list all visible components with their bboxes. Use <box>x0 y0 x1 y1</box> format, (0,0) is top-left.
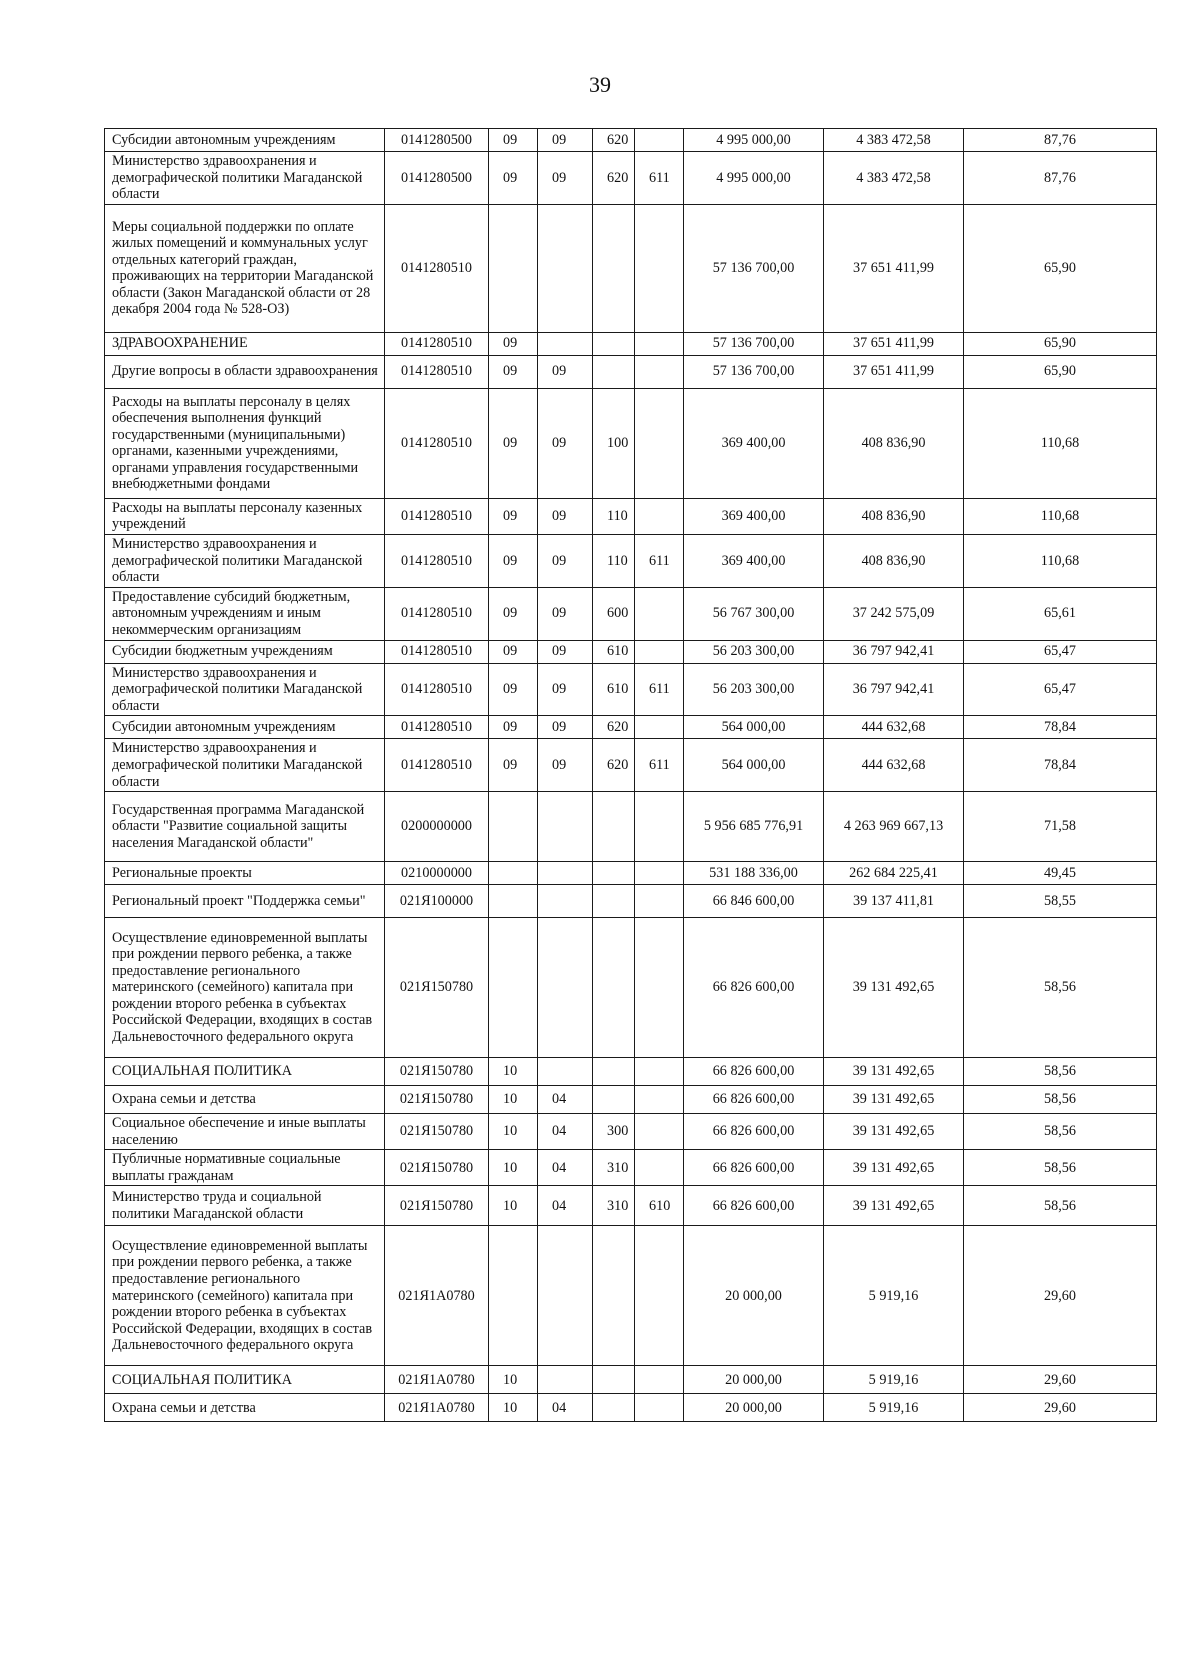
cell-executed: 39 131 492,65 <box>824 1150 964 1186</box>
cell-administrator <box>635 204 684 332</box>
cell-name: Осуществление единовременной выплаты при рождении первого ребенка, а также предоставление регионального материнского (семейного) капитала при рождении второго ребенка в субъектах Российской Федерации, входящих в состав Дальневосточного федерального округа <box>105 918 385 1058</box>
cell-name: Социальное обеспечение и иные выплаты населению <box>105 1114 385 1150</box>
cell-percent: 65,61 <box>964 587 1157 640</box>
cell-percent: 58,56 <box>964 1114 1157 1150</box>
cell-planned: 369 400,00 <box>684 388 824 498</box>
cell-expense-type <box>593 204 635 332</box>
cell-percent: 65,90 <box>964 332 1157 355</box>
cell-target-code: 021Я150780 <box>385 1150 489 1186</box>
cell-section: 10 <box>489 1150 538 1186</box>
cell-section: 10 <box>489 1086 538 1114</box>
cell-section: 09 <box>489 129 538 152</box>
cell-subsection: 09 <box>538 355 593 388</box>
cell-percent: 110,68 <box>964 388 1157 498</box>
cell-target-code: 0200000000 <box>385 792 489 862</box>
cell-administrator <box>635 355 684 388</box>
table-row <box>105 663 1157 716</box>
cell-name: Охрана семьи и детства <box>105 1394 385 1422</box>
cell-executed: 39 131 492,65 <box>824 1058 964 1086</box>
cell-section: 09 <box>489 739 538 792</box>
cell-name: Охрана семьи и детства <box>105 1086 385 1114</box>
cell-percent: 58,56 <box>964 918 1157 1058</box>
cell-percent: 29,60 <box>964 1226 1157 1366</box>
cell-percent: 65,47 <box>964 640 1157 663</box>
cell-planned: 369 400,00 <box>684 534 824 587</box>
cell-subsection: 09 <box>538 152 593 205</box>
cell-target-code: 0141280510 <box>385 534 489 587</box>
cell-planned: 20 000,00 <box>684 1226 824 1366</box>
cell-expense-type: 620 <box>593 716 635 739</box>
cell-executed: 262 684 225,41 <box>824 862 964 885</box>
cell-subsection: 09 <box>538 388 593 498</box>
cell-planned: 66 846 600,00 <box>684 885 824 918</box>
cell-subsection <box>538 862 593 885</box>
cell-planned: 66 826 600,00 <box>684 1186 824 1226</box>
cell-subsection: 09 <box>538 129 593 152</box>
cell-section <box>489 885 538 918</box>
cell-executed: 36 797 942,41 <box>824 663 964 716</box>
cell-expense-type: 600 <box>593 587 635 640</box>
cell-executed: 5 919,16 <box>824 1394 964 1422</box>
cell-subsection: 04 <box>538 1114 593 1150</box>
cell-executed: 39 131 492,65 <box>824 1086 964 1114</box>
cell-percent: 110,68 <box>964 534 1157 587</box>
table-row <box>105 587 1157 640</box>
table-row <box>105 1114 1157 1150</box>
cell-expense-type <box>593 792 635 862</box>
cell-expense-type <box>593 332 635 355</box>
cell-name: Министерство здравоохранения и демографической политики Магаданской области <box>105 534 385 587</box>
cell-section: 09 <box>489 498 538 534</box>
cell-subsection: 09 <box>538 739 593 792</box>
cell-section <box>489 792 538 862</box>
table-row <box>105 716 1157 739</box>
table-row <box>105 640 1157 663</box>
cell-administrator <box>635 1366 684 1394</box>
cell-subsection <box>538 204 593 332</box>
table-row <box>105 1394 1157 1422</box>
cell-executed: 4 383 472,58 <box>824 152 964 205</box>
cell-percent: 110,68 <box>964 498 1157 534</box>
cell-section: 09 <box>489 663 538 716</box>
cell-name: Министерство труда и социальной политики Магаданской области <box>105 1186 385 1226</box>
cell-percent: 29,60 <box>964 1366 1157 1394</box>
cell-percent: 87,76 <box>964 129 1157 152</box>
cell-name: СОЦИАЛЬНАЯ ПОЛИТИКА <box>105 1058 385 1086</box>
cell-name: СОЦИАЛЬНАЯ ПОЛИТИКА <box>105 1366 385 1394</box>
cell-subsection <box>538 1226 593 1366</box>
cell-name: Министерство здравоохранения и демографической политики Магаданской области <box>105 739 385 792</box>
cell-section: 09 <box>489 152 538 205</box>
cell-target-code: 0141280510 <box>385 663 489 716</box>
table-row <box>105 355 1157 388</box>
cell-section <box>489 918 538 1058</box>
cell-executed: 37 651 411,99 <box>824 204 964 332</box>
table-row <box>105 152 1157 205</box>
page-number: 39 <box>589 72 611 97</box>
cell-section: 10 <box>489 1186 538 1226</box>
cell-name: Публичные нормативные социальные выплаты гражданам <box>105 1150 385 1186</box>
cell-planned: 4 995 000,00 <box>684 129 824 152</box>
cell-expense-type <box>593 918 635 1058</box>
cell-subsection <box>538 1366 593 1394</box>
cell-subsection: 04 <box>538 1186 593 1226</box>
cell-section <box>489 1226 538 1366</box>
cell-name: Министерство здравоохранения и демографической политики Магаданской области <box>105 152 385 205</box>
table-row <box>105 129 1157 152</box>
cell-target-code: 021Я1А0780 <box>385 1226 489 1366</box>
cell-expense-type: 110 <box>593 498 635 534</box>
cell-planned: 66 826 600,00 <box>684 1086 824 1114</box>
cell-subsection: 09 <box>538 716 593 739</box>
cell-executed: 39 131 492,65 <box>824 1114 964 1150</box>
cell-subsection <box>538 332 593 355</box>
table-row <box>105 862 1157 885</box>
table-body <box>105 129 1157 1422</box>
cell-executed: 39 131 492,65 <box>824 918 964 1058</box>
cell-executed: 4 263 969 667,13 <box>824 792 964 862</box>
cell-administrator: 611 <box>635 739 684 792</box>
cell-section: 10 <box>489 1058 538 1086</box>
cell-name: Предоставление субсидий бюджетным, автономным учреждениям и иным некоммерческим организациям <box>105 587 385 640</box>
cell-percent: 78,84 <box>964 739 1157 792</box>
cell-executed: 5 919,16 <box>824 1366 964 1394</box>
cell-percent: 58,56 <box>964 1186 1157 1226</box>
cell-planned: 57 136 700,00 <box>684 355 824 388</box>
cell-percent: 58,56 <box>964 1086 1157 1114</box>
cell-name: Региональные проекты <box>105 862 385 885</box>
cell-target-code: 021Я150780 <box>385 1086 489 1114</box>
table-row <box>105 739 1157 792</box>
cell-percent: 65,90 <box>964 204 1157 332</box>
cell-section: 09 <box>489 388 538 498</box>
cell-administrator: 611 <box>635 152 684 205</box>
cell-planned: 66 826 600,00 <box>684 1114 824 1150</box>
table-row <box>105 792 1157 862</box>
cell-name: Региональный проект "Поддержка семьи" <box>105 885 385 918</box>
cell-target-code: 0141280500 <box>385 129 489 152</box>
cell-target-code: 0141280510 <box>385 716 489 739</box>
cell-expense-type: 620 <box>593 152 635 205</box>
cell-expense-type <box>593 355 635 388</box>
cell-planned: 66 826 600,00 <box>684 1150 824 1186</box>
table-row <box>105 1150 1157 1186</box>
table-row <box>105 1058 1157 1086</box>
cell-subsection: 04 <box>538 1086 593 1114</box>
cell-target-code: 0141280510 <box>385 587 489 640</box>
cell-expense-type: 610 <box>593 663 635 716</box>
cell-name: ЗДРАВООХРАНЕНИЕ <box>105 332 385 355</box>
cell-name: Меры социальной поддержки по оплате жилых помещений и коммунальных услуг отдельных категорий граждан, проживающих на территории Магаданской области (Закон Магаданской области от 28 декабря 2004 года № 528-ОЗ) <box>105 204 385 332</box>
cell-percent: 78,84 <box>964 716 1157 739</box>
cell-section <box>489 204 538 332</box>
cell-subsection: 09 <box>538 640 593 663</box>
cell-section: 09 <box>489 587 538 640</box>
cell-executed: 39 137 411,81 <box>824 885 964 918</box>
cell-executed: 5 919,16 <box>824 1226 964 1366</box>
cell-administrator <box>635 640 684 663</box>
cell-target-code: 0141280510 <box>385 332 489 355</box>
cell-expense-type <box>593 885 635 918</box>
cell-planned: 56 203 300,00 <box>684 663 824 716</box>
cell-target-code: 0141280510 <box>385 388 489 498</box>
cell-name: Государственная программа Магаданской области "Развитие социальной защиты населения Магаданской области" <box>105 792 385 862</box>
cell-name: Субсидии бюджетным учреждениям <box>105 640 385 663</box>
cell-percent: 29,60 <box>964 1394 1157 1422</box>
table-row <box>105 498 1157 534</box>
cell-administrator <box>635 792 684 862</box>
cell-planned: 56 767 300,00 <box>684 587 824 640</box>
cell-planned: 531 188 336,00 <box>684 862 824 885</box>
cell-section: 09 <box>489 355 538 388</box>
cell-target-code: 0210000000 <box>385 862 489 885</box>
cell-percent: 65,90 <box>964 355 1157 388</box>
cell-administrator <box>635 1394 684 1422</box>
cell-target-code: 0141280510 <box>385 739 489 792</box>
cell-administrator <box>635 716 684 739</box>
cell-subsection <box>538 792 593 862</box>
cell-executed: 37 242 575,09 <box>824 587 964 640</box>
cell-planned: 57 136 700,00 <box>684 204 824 332</box>
table-row <box>105 1086 1157 1114</box>
cell-administrator: 610 <box>635 1186 684 1226</box>
cell-administrator <box>635 885 684 918</box>
cell-name: Расходы на выплаты персоналу казенных учреждений <box>105 498 385 534</box>
cell-subsection: 09 <box>538 587 593 640</box>
cell-target-code: 0141280500 <box>385 152 489 205</box>
cell-administrator <box>635 918 684 1058</box>
cell-executed: 39 131 492,65 <box>824 1186 964 1226</box>
cell-planned: 5 956 685 776,91 <box>684 792 824 862</box>
cell-administrator <box>635 1150 684 1186</box>
cell-section: 10 <box>489 1394 538 1422</box>
cell-target-code: 021Я1А0780 <box>385 1366 489 1394</box>
cell-section: 09 <box>489 332 538 355</box>
cell-administrator <box>635 587 684 640</box>
cell-target-code: 021Я150780 <box>385 1186 489 1226</box>
cell-expense-type <box>593 1366 635 1394</box>
cell-name: Другие вопросы в области здравоохранения <box>105 355 385 388</box>
table-row <box>105 1366 1157 1394</box>
cell-expense-type: 620 <box>593 739 635 792</box>
cell-administrator <box>635 498 684 534</box>
cell-name: Субсидии автономным учреждениям <box>105 129 385 152</box>
cell-target-code: 0141280510 <box>385 204 489 332</box>
cell-planned: 369 400,00 <box>684 498 824 534</box>
cell-subsection: 09 <box>538 534 593 587</box>
cell-administrator <box>635 1226 684 1366</box>
cell-planned: 57 136 700,00 <box>684 332 824 355</box>
cell-planned: 564 000,00 <box>684 739 824 792</box>
table-row <box>105 332 1157 355</box>
cell-target-code: 021Я150780 <box>385 1114 489 1150</box>
cell-subsection: 09 <box>538 498 593 534</box>
table-row <box>105 1186 1157 1226</box>
cell-target-code: 021Я150780 <box>385 1058 489 1086</box>
cell-subsection <box>538 918 593 1058</box>
cell-expense-type <box>593 1058 635 1086</box>
cell-planned: 56 203 300,00 <box>684 640 824 663</box>
cell-executed: 37 651 411,99 <box>824 355 964 388</box>
cell-percent: 65,47 <box>964 663 1157 716</box>
cell-administrator <box>635 1058 684 1086</box>
budget-execution-table <box>104 128 1157 1422</box>
cell-section: 10 <box>489 1366 538 1394</box>
cell-administrator <box>635 1086 684 1114</box>
cell-percent: 58,56 <box>964 1150 1157 1186</box>
cell-planned: 66 826 600,00 <box>684 1058 824 1086</box>
cell-planned: 4 995 000,00 <box>684 152 824 205</box>
cell-section: 10 <box>489 1114 538 1150</box>
cell-section: 09 <box>489 534 538 587</box>
cell-name: Министерство здравоохранения и демографической политики Магаданской области <box>105 663 385 716</box>
table-row <box>105 885 1157 918</box>
cell-executed: 36 797 942,41 <box>824 640 964 663</box>
cell-planned: 66 826 600,00 <box>684 918 824 1058</box>
cell-executed: 408 836,90 <box>824 388 964 498</box>
cell-percent: 71,58 <box>964 792 1157 862</box>
cell-planned: 564 000,00 <box>684 716 824 739</box>
cell-target-code: 0141280510 <box>385 355 489 388</box>
table-row <box>105 1226 1157 1366</box>
cell-executed: 37 651 411,99 <box>824 332 964 355</box>
cell-percent: 58,56 <box>964 1058 1157 1086</box>
cell-percent: 87,76 <box>964 152 1157 205</box>
cell-executed: 408 836,90 <box>824 498 964 534</box>
cell-administrator <box>635 129 684 152</box>
cell-subsection <box>538 1058 593 1086</box>
cell-section: 09 <box>489 716 538 739</box>
cell-administrator: 611 <box>635 534 684 587</box>
cell-name: Расходы на выплаты персоналу в целях обеспечения выполнения функций государственными (муниципальными) органами, казенными учреждениями, органами управления государственными внебюджетными фондами <box>105 388 385 498</box>
cell-expense-type: 610 <box>593 640 635 663</box>
table-row <box>105 388 1157 498</box>
cell-planned: 20 000,00 <box>684 1366 824 1394</box>
cell-target-code: 0141280510 <box>385 640 489 663</box>
cell-executed: 444 632,68 <box>824 716 964 739</box>
cell-expense-type <box>593 1394 635 1422</box>
cell-expense-type: 310 <box>593 1186 635 1226</box>
cell-administrator <box>635 1114 684 1150</box>
cell-expense-type: 620 <box>593 129 635 152</box>
cell-target-code: 021Я1А0780 <box>385 1394 489 1422</box>
cell-expense-type: 310 <box>593 1150 635 1186</box>
cell-percent: 49,45 <box>964 862 1157 885</box>
table-row <box>105 918 1157 1058</box>
cell-executed: 408 836,90 <box>824 534 964 587</box>
cell-section: 09 <box>489 640 538 663</box>
cell-planned: 20 000,00 <box>684 1394 824 1422</box>
table-row <box>105 204 1157 332</box>
cell-name: Осуществление единовременной выплаты при рождении первого ребенка, а также предоставление регионального материнского (семейного) капитала при рождении второго ребенка в субъектах Российской Федерации, входящих в состав Дальневосточного федерального округа <box>105 1226 385 1366</box>
cell-name: Субсидии автономным учреждениям <box>105 716 385 739</box>
cell-expense-type <box>593 862 635 885</box>
cell-subsection <box>538 885 593 918</box>
cell-expense-type: 300 <box>593 1114 635 1150</box>
cell-administrator <box>635 862 684 885</box>
cell-subsection: 04 <box>538 1394 593 1422</box>
cell-subsection: 09 <box>538 663 593 716</box>
cell-administrator <box>635 332 684 355</box>
cell-executed: 444 632,68 <box>824 739 964 792</box>
cell-target-code: 021Я150780 <box>385 918 489 1058</box>
cell-expense-type <box>593 1226 635 1366</box>
cell-expense-type: 110 <box>593 534 635 587</box>
cell-administrator: 611 <box>635 663 684 716</box>
cell-expense-type <box>593 1086 635 1114</box>
cell-expense-type: 100 <box>593 388 635 498</box>
cell-subsection: 04 <box>538 1150 593 1186</box>
cell-section <box>489 862 538 885</box>
cell-target-code: 021Я100000 <box>385 885 489 918</box>
table-row <box>105 534 1157 587</box>
cell-executed: 4 383 472,58 <box>824 129 964 152</box>
cell-percent: 58,55 <box>964 885 1157 918</box>
cell-administrator <box>635 388 684 498</box>
cell-target-code: 0141280510 <box>385 498 489 534</box>
